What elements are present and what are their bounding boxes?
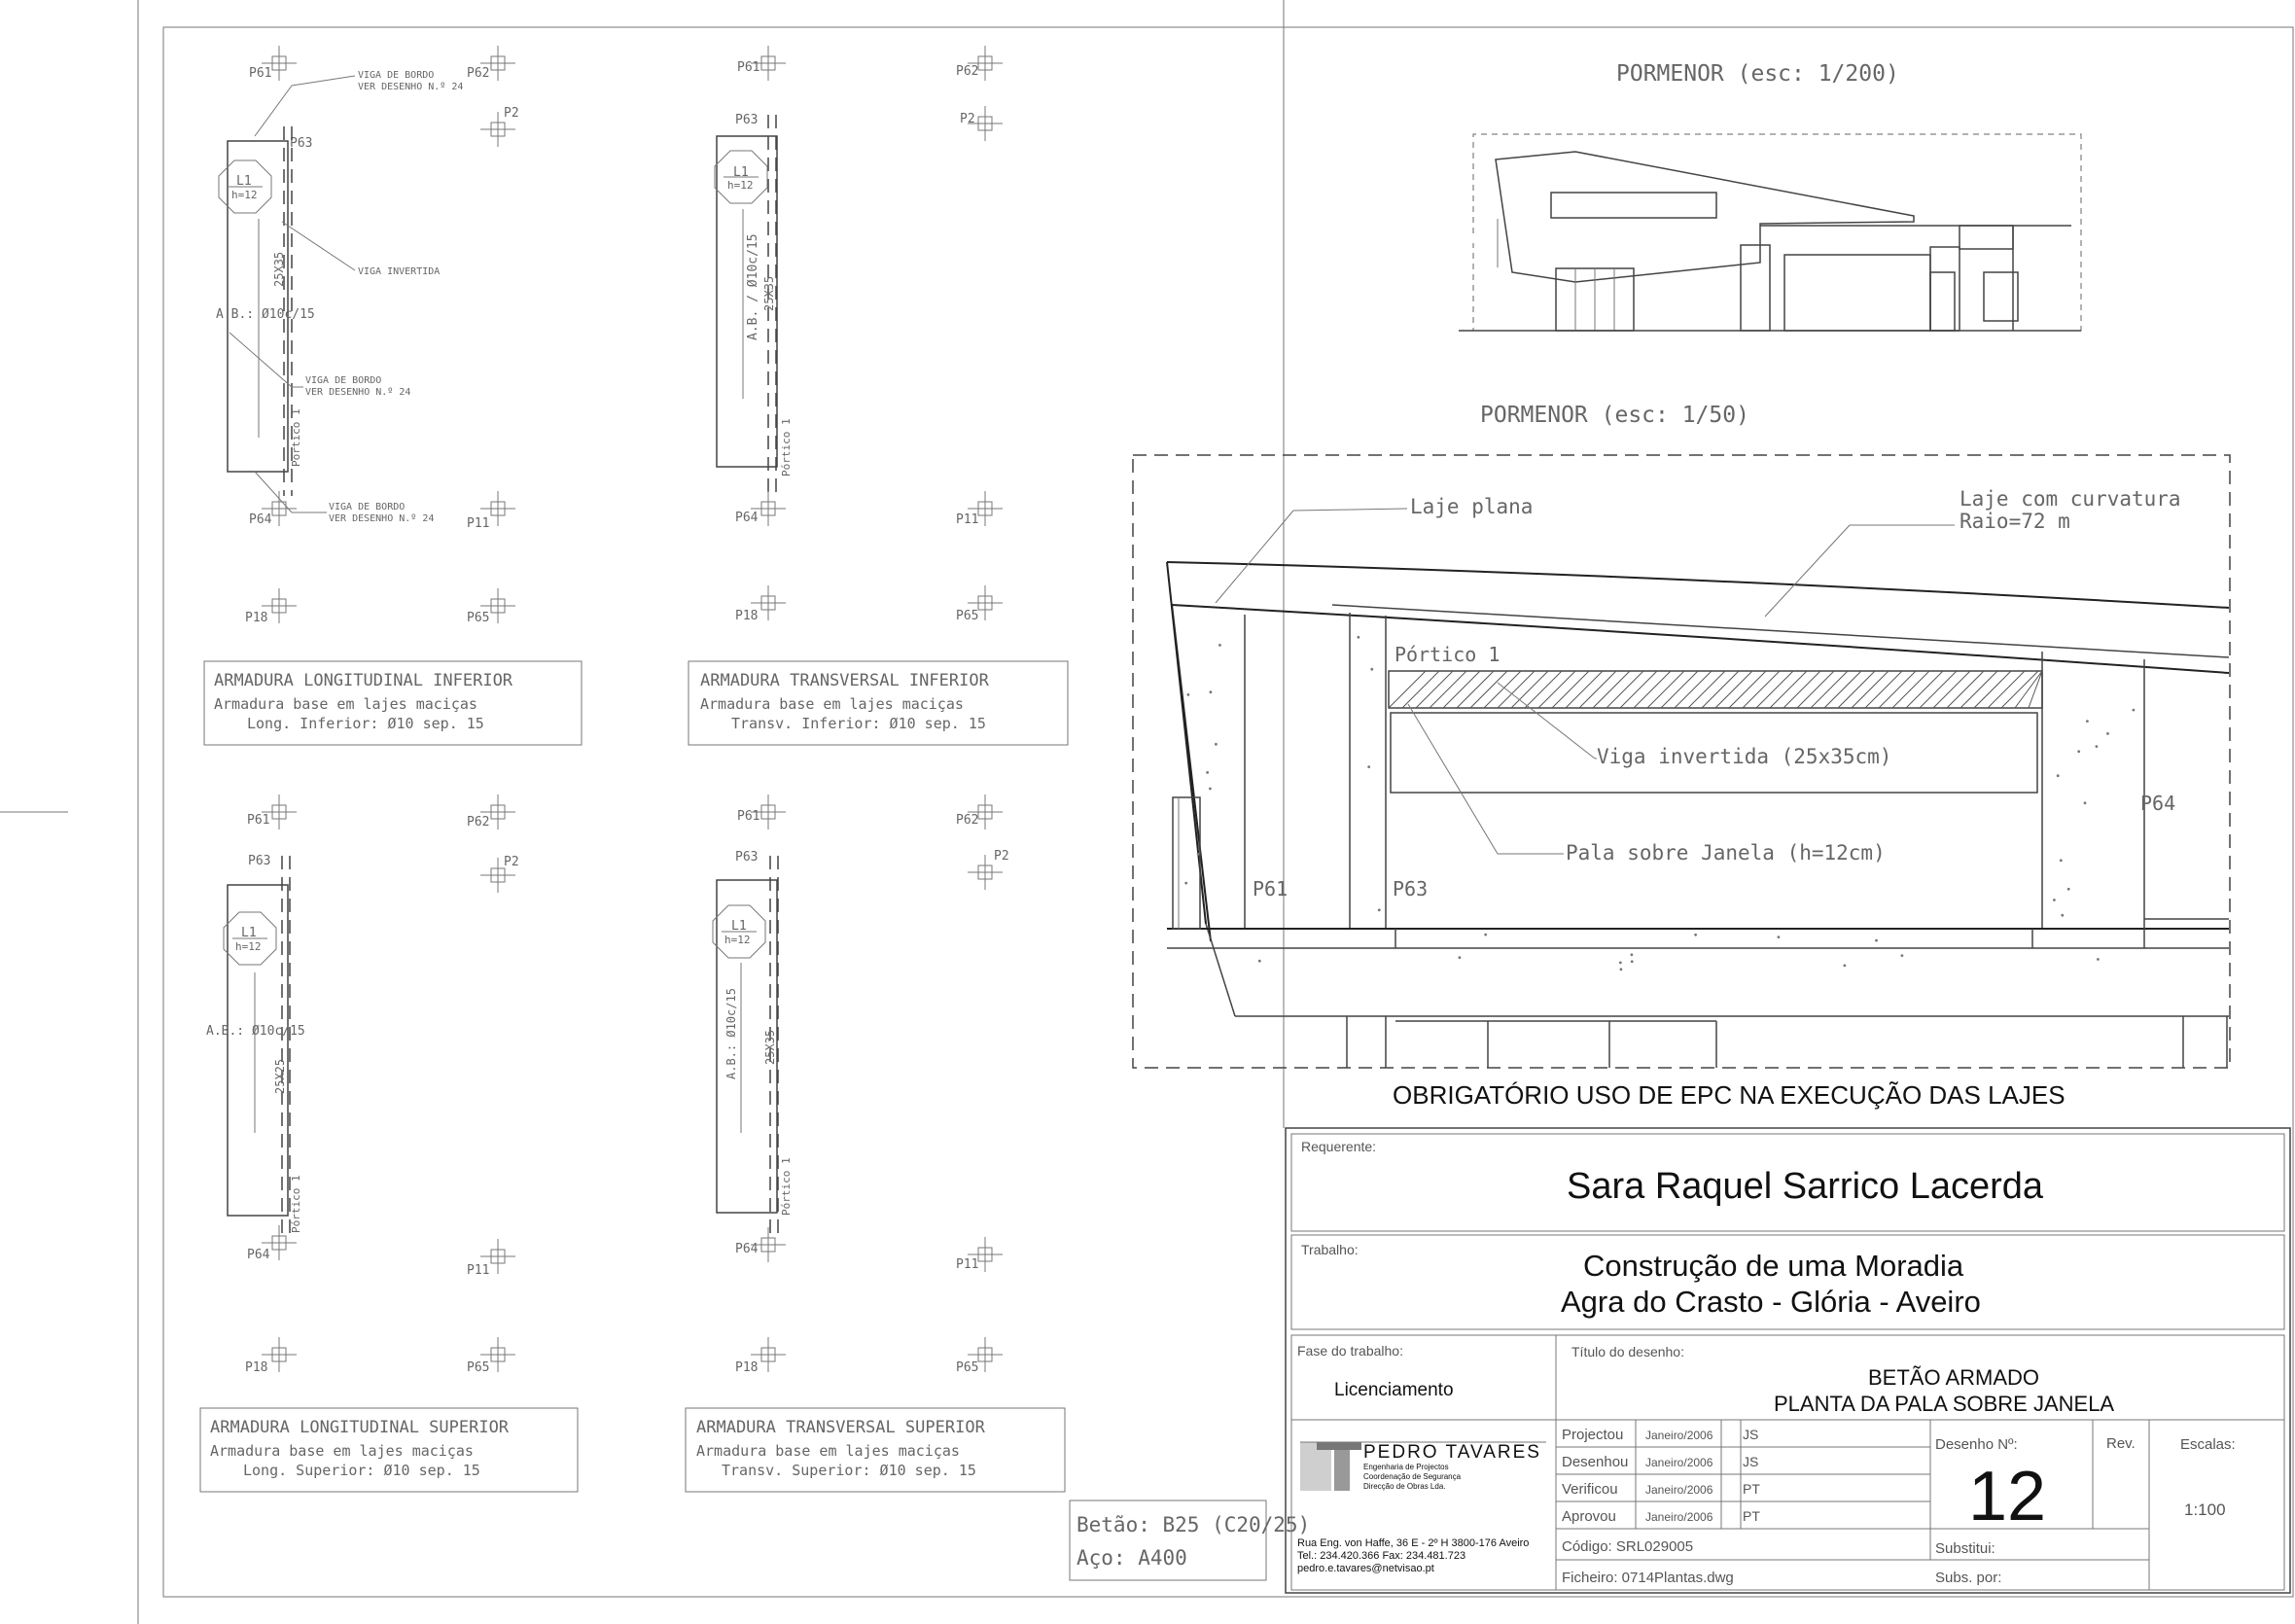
pillar-label: P65 xyxy=(467,611,490,625)
plan-transv-inf xyxy=(688,46,1068,745)
portico-label: Pórtico 1 xyxy=(290,1175,302,1233)
leader-note: VIGA INVERTIDA xyxy=(358,266,441,277)
pillar-label: P61 xyxy=(737,809,760,824)
titulo-label: Título do desenho: xyxy=(1571,1344,1684,1359)
title-block xyxy=(1286,1128,2290,1593)
fase-label: Fase do trabalho: xyxy=(1297,1343,1403,1359)
label-viga: Viga invertida (25x35cm) xyxy=(1597,745,1892,768)
slab-code: L1 xyxy=(236,174,252,189)
leader-note: VER DESENHO N.º 24 xyxy=(305,387,411,398)
row-date: Janeiro/2006 xyxy=(1645,1510,1713,1524)
rebar-box-title: ARMADURA LONGITUDINAL INFERIOR xyxy=(214,671,513,690)
row-date: Janeiro/2006 xyxy=(1645,1483,1713,1497)
company-line: Engenharia de Projectos xyxy=(1363,1463,1449,1471)
materials-box xyxy=(1070,1500,1310,1580)
pillar-label: P62 xyxy=(956,64,979,79)
pillar-label: P63 xyxy=(735,850,759,865)
pillar-label: P63 xyxy=(735,113,759,127)
rebar-box-title: ARMADURA TRANSVERSAL INFERIOR xyxy=(700,671,989,690)
portico-label: Pórtico 1 xyxy=(290,408,302,467)
pillar-label: P65 xyxy=(467,1360,490,1375)
row-date: Janeiro/2006 xyxy=(1645,1456,1713,1469)
pillar-label: P65 xyxy=(956,609,979,623)
beam-size: 25X35 xyxy=(763,1029,777,1065)
pillar-label: P61 xyxy=(249,66,272,81)
pillar-label: P11 xyxy=(467,1263,490,1278)
rebar-box-title: ARMADURA LONGITUDINAL SUPERIOR xyxy=(210,1418,510,1437)
plan-long-inf xyxy=(204,46,582,745)
row-label: Aprovou xyxy=(1562,1508,1616,1525)
rebar-box-line: Long. Superior: Ø10 sep. 15 xyxy=(243,1462,480,1479)
slab-thickness: h=12 xyxy=(727,179,754,192)
trabalho-line1: Construção de uma Moradia xyxy=(1583,1249,1964,1283)
company-email: pedro.e.tavares@netvisao.pt xyxy=(1297,1563,1434,1574)
rebar-box-line: Armadura base em lajes maciças xyxy=(210,1442,474,1460)
plan-long-sup xyxy=(200,794,578,1492)
codigo: Código: SRL029005 xyxy=(1562,1538,1694,1555)
pillar-label: P61 xyxy=(737,60,760,75)
slab-code: L1 xyxy=(731,919,747,934)
slab-code: L1 xyxy=(733,165,749,180)
pillar-label: P11 xyxy=(956,1257,979,1272)
row-date: Janeiro/2006 xyxy=(1645,1429,1713,1442)
beam-size: 25X35 xyxy=(762,275,776,311)
section-title: PORMENOR (esc: 1/50) xyxy=(1480,403,1749,428)
trabalho-label: Trabalho: xyxy=(1301,1242,1359,1257)
row-by: PT xyxy=(1743,1508,1760,1524)
epc-warning: OBRIGATÓRIO USO DE EPC NA EXECUÇÃO DAS LAJES xyxy=(1393,1080,2066,1110)
fase-value: Licenciamento xyxy=(1334,1380,1454,1400)
escala-value: 1:100 xyxy=(2184,1500,2226,1519)
rebar-box-line: Armadura base em lajes maciças xyxy=(696,1442,960,1460)
label-p63: P63 xyxy=(1393,877,1429,900)
rev-label: Rev. xyxy=(2106,1435,2136,1452)
leader-note: VER DESENHO N.º 24 xyxy=(329,513,435,524)
pillar-label: P61 xyxy=(247,813,270,828)
row-by: JS xyxy=(1743,1454,1759,1469)
label-laje-curvatura: Laje com curvatura xyxy=(1960,487,2181,511)
row-label: Verificou xyxy=(1562,1481,1618,1498)
company-phone: Tel.: 234.420.366 Fax: 234.481.723 xyxy=(1297,1550,1466,1562)
desenho-label: Desenho Nº: xyxy=(1935,1436,2018,1453)
pillar-label: P63 xyxy=(248,854,271,868)
steel-class: Aço: A400 xyxy=(1077,1546,1187,1570)
rebar-box-line: Transv. Inferior: Ø10 sep. 15 xyxy=(731,715,986,732)
pillar-label: P2 xyxy=(960,112,975,126)
leader-note: VIGA DE BORDO xyxy=(329,502,406,512)
desenho-number: 12 xyxy=(1968,1458,2047,1536)
slab-rebar: A.B.: Ø10c/15 xyxy=(216,307,315,322)
titulo-line2: PLANTA DA PALA SOBRE JANELA xyxy=(1774,1392,2115,1416)
rebar-box-line: Transv. Superior: Ø10 sep. 15 xyxy=(722,1462,976,1479)
label-p64: P64 xyxy=(2140,792,2176,815)
pillar-label: P64 xyxy=(735,1242,759,1256)
pillar-label: P64 xyxy=(247,1248,270,1262)
subs-por-label: Subs. por: xyxy=(1935,1570,2002,1586)
concrete-class: Betão: B25 (C20/25) xyxy=(1077,1513,1311,1536)
slab-rebar: A.B.: Ø10c/15 xyxy=(724,988,738,1079)
slab-thickness: h=12 xyxy=(235,940,262,953)
slab-code: L1 xyxy=(241,926,257,940)
label-p61: P61 xyxy=(1253,877,1289,900)
row-label: Desenhou xyxy=(1562,1454,1629,1470)
pillar-label: P18 xyxy=(245,1360,268,1375)
elevation-1-200 xyxy=(1459,61,2081,331)
pillar-label: P2 xyxy=(994,849,1009,864)
beam-size: 25X25 xyxy=(273,1058,287,1094)
leader-note: VER DESENHO N.º 24 xyxy=(358,82,464,92)
slab-thickness: h=12 xyxy=(724,934,751,946)
elevation-title: PORMENOR (esc: 1/200) xyxy=(1616,61,1899,87)
pillar-label: P65 xyxy=(956,1360,979,1375)
requerente-name: Sara Raquel Sarrico Lacerda xyxy=(1567,1166,2044,1207)
pillar-label: P18 xyxy=(735,609,759,623)
leader-note: VIGA DE BORDO xyxy=(305,375,382,386)
pillar-label: P62 xyxy=(467,66,490,81)
label-raio: Raio=72 m xyxy=(1960,510,2070,533)
slab-thickness: h=12 xyxy=(231,189,258,201)
slab-rebar: A.B. / Ø10c/15 xyxy=(746,233,760,340)
label-laje-plana: Laje plana xyxy=(1410,495,1534,518)
company-line: Coordenação de Segurança xyxy=(1363,1472,1462,1481)
pillar-label: P18 xyxy=(245,611,268,625)
company-name: PEDRO TAVARES xyxy=(1363,1442,1541,1463)
pillar-label: P11 xyxy=(956,512,979,527)
row-by: PT xyxy=(1743,1481,1760,1497)
leader-note: VIGA DE BORDO xyxy=(358,70,435,81)
beam-size: 25X35 xyxy=(272,251,286,287)
plan-transv-sup xyxy=(686,794,1065,1492)
substitui-label: Substitui: xyxy=(1935,1540,1995,1557)
requerente-label: Requerente: xyxy=(1301,1139,1377,1154)
row-label: Projectou xyxy=(1562,1427,1624,1443)
ficheiro: Ficheiro: 0714Plantas.dwg xyxy=(1562,1570,1734,1586)
pillar-label: P2 xyxy=(504,106,519,121)
pillar-label: P64 xyxy=(735,511,759,525)
section-1-50 xyxy=(1133,403,2230,1068)
trabalho-line2: Agra do Crasto - Glória - Aveiro xyxy=(1561,1285,1981,1319)
slab-rebar: A.B.: Ø10c/15 xyxy=(206,1024,305,1039)
pillar-label: P64 xyxy=(249,512,272,527)
pillar-label: P63 xyxy=(290,136,313,151)
pillar-label: P11 xyxy=(467,516,490,531)
label-portico: Pórtico 1 xyxy=(1395,643,1501,666)
portico-label: Pórtico 1 xyxy=(780,1157,793,1216)
pillar-label: P62 xyxy=(956,813,979,828)
rebar-box-line: Armadura base em lajes maciças xyxy=(700,695,964,713)
row-by: JS xyxy=(1743,1427,1759,1442)
pillar-label: P62 xyxy=(467,815,490,830)
rebar-box-line: Long. Inferior: Ø10 sep. 15 xyxy=(247,715,484,732)
escalas-label: Escalas: xyxy=(2180,1436,2236,1453)
titulo-line1: BETÃO ARMADO xyxy=(1868,1365,2040,1390)
pillar-label: P18 xyxy=(735,1360,759,1375)
label-pala: Pala sobre Janela (h=12cm) xyxy=(1566,841,1886,865)
portico-label: Pórtico 1 xyxy=(780,418,793,477)
company-address: Rua Eng. von Haffe, 36 E - 2º H 3800-176 Aveiro xyxy=(1297,1537,1530,1549)
pillar-label: P2 xyxy=(504,855,519,869)
company-line: Direcção de Obras Lda. xyxy=(1363,1482,1446,1491)
rebar-box-line: Armadura base em lajes maciças xyxy=(214,695,477,713)
rebar-box-title: ARMADURA TRANSVERSAL SUPERIOR xyxy=(696,1418,985,1437)
